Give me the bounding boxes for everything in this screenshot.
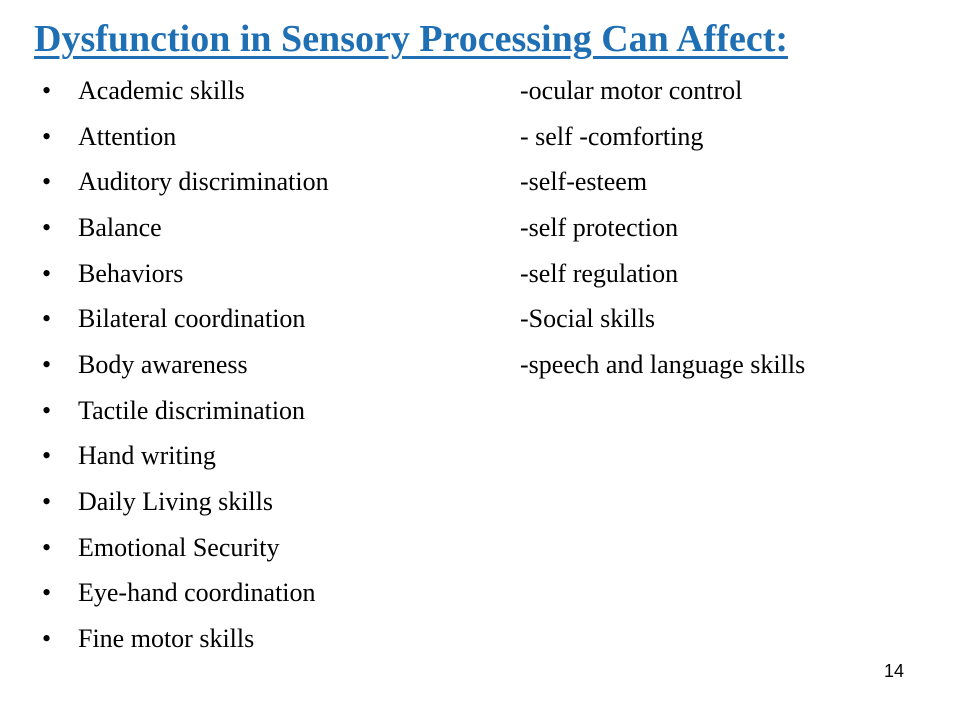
bullet-text: Emotional Security [78, 532, 280, 562]
bullet-item [42, 114, 512, 160]
bullet-item [42, 68, 512, 114]
right-list-item: -self-esteem [520, 167, 648, 197]
bullet-item [42, 296, 512, 342]
bullet-dot-icon: • [42, 532, 52, 562]
bullet-item [42, 434, 512, 480]
bullet-dot-icon: • [42, 304, 52, 334]
bullet-text: Body awareness [78, 349, 248, 379]
bullet-item [42, 388, 512, 434]
bullet-item [42, 251, 512, 297]
bullet-text: Bilateral coordination [78, 304, 306, 334]
right-list-item: -self protection [520, 212, 679, 242]
bullet-dot-icon: • [42, 578, 52, 608]
right-item-list [520, 68, 940, 388]
bullet-dot-icon: • [42, 121, 52, 151]
bullet-dot-icon: • [42, 395, 52, 425]
bullet-text: Fine motor skills [78, 624, 255, 654]
bullet-text: Academic skills [78, 75, 245, 105]
bullet-item [42, 205, 512, 251]
bullet-item [42, 479, 512, 525]
bullet-dot-icon: • [42, 258, 52, 288]
right-list-item: - self -comforting [520, 121, 704, 151]
bullet-text: Behaviors [78, 258, 184, 288]
bullet-item [42, 616, 512, 662]
bullet-dot-icon: • [42, 212, 52, 242]
right-list-item: -Social skills [520, 304, 656, 334]
bullet-dot-icon: • [42, 441, 52, 471]
right-list-item: -speech and language skills [520, 349, 806, 379]
bullet-dot-icon: • [42, 75, 52, 105]
right-list-item: -self regulation [520, 258, 679, 288]
slide-title: Dysfunction in Sensory Processing Can Affect: [34, 18, 789, 60]
bullet-text: Auditory discrimination [78, 167, 329, 197]
bullet-item [42, 525, 512, 571]
bullet-text: Tactile discrimination [78, 395, 306, 425]
bullet-text: Hand writing [78, 441, 216, 471]
left-bullet-list [42, 68, 512, 662]
page-number: 14 [883, 661, 904, 681]
bullet-dot-icon: • [42, 349, 52, 379]
bullet-item [42, 342, 512, 388]
bullet-item [42, 571, 512, 617]
right-list-item: -ocular motor control [520, 75, 743, 105]
bullet-text: Eye-hand coordination [78, 578, 316, 608]
bullet-dot-icon: • [42, 487, 52, 517]
bullet-dot-icon: • [42, 624, 52, 654]
bullet-text: Daily Living skills [78, 487, 273, 517]
bullet-item [42, 159, 512, 205]
bullet-dot-icon: • [42, 167, 52, 197]
bullet-text: Attention [78, 121, 177, 151]
bullet-text: Balance [78, 212, 162, 242]
